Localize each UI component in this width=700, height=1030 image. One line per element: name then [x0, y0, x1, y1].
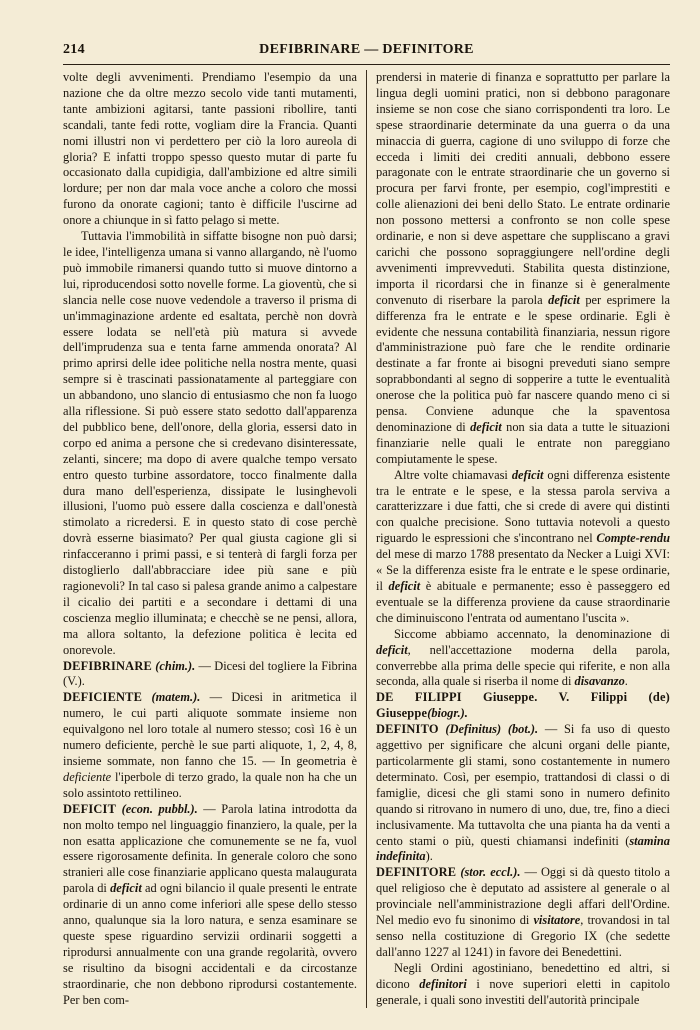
- entry-text: — Dicesi del togliere la Fibrina (V.).: [63, 658, 357, 689]
- entry-text: — Oggi si dà questo titolo a quel religioso che è deputato ad assistere al generale o al provinciale nell'amministrazione degli affari dell'Ordine. Nel medio evo fu sinonimo di: [376, 865, 670, 928]
- right-column: [376, 70, 670, 1008]
- italic-term: stamina indefinita: [376, 833, 670, 864]
- text-run: del mese di marzo 1788 presentato da Necker a Luigi XVI: « Se la differenza esiste fra le entrate e le spese ordinarie, il: [376, 547, 670, 593]
- entry-domain: (stor. eccl.).: [460, 865, 521, 880]
- entry-domain: (biogr.).: [427, 706, 468, 721]
- entry-definito: [376, 722, 670, 865]
- italic-term: deficiente: [63, 769, 112, 784]
- paragraph: [376, 961, 670, 1009]
- entry-headword: DEFICIENTE: [63, 690, 143, 705]
- entry-text: ad ogni bilancio il quale presenti le entrate ordinarie di un anno come inferiori alle spese dello stesso anno, qualunque sia la loro natura, e senza esaminare se queste spese riguardino servizii ordinarii soggetti a riprodursi annualmente con una grande regolarità, ovvero se risultino da bisogni accidentali e da circostanze straordinarie, che non debbono riprodursi costantemente. Per ben com-: [63, 881, 357, 1007]
- text-run: è abituale e permanente; esso è passeggero ed eventuale se la differenza proviene da cause straordinarie che diminuiscono l'entrata od aumentano l'uscita ».: [376, 579, 670, 625]
- text-run: ogni differenza esistente tra le entrate e le spese, e la stessa parola serviva a caratterizzare i due fatti, che si crede di avere qui distinti con qualche precisione. Sono tuttavia notevoli a questo riguardo le espressioni che s'incontrano nel: [376, 467, 670, 546]
- entry-headword: DEFICIT: [63, 801, 117, 816]
- paragraph: [376, 468, 670, 627]
- italic-term: deficit: [511, 467, 544, 482]
- text-run: Negli Ordini agostiniano, benedettino ed altri, si dicono: [376, 960, 670, 991]
- entry-headword: DEFINITORE: [376, 865, 457, 880]
- italic-term: definitori: [419, 976, 467, 991]
- left-column: [63, 70, 357, 1008]
- paragraph: volte degli avvenimenti. Prendiamo l'esempio da una nazione che da oltre mezzo secolo vide tanti mutamenti, tante ambizioni agitarsi, tante passioni ribollire, tanti scandali, tante fedi rotte, vogliam dire la Francia. Quanti nomi illustri non vi perdettero per ciò la loro aureola di gloria? E infatti troppo spesso questo mutar di parte fu occasionato dalla cupidigia, dall'ambizione ed altre simili lordure; per non dar mala voce anche a coloro che mossi furono da onorate cagioni; tanto è difficile l'uscirne ad onore a chiunque in sì fatto pelago si mette.: [63, 70, 357, 228]
- entry-headword: DE FILIPPI Giuseppe. V. Filippi (de) Giuseppe: [376, 690, 670, 721]
- text-run: Siccome abbiamo accennato, la denominazione di: [394, 626, 670, 641]
- text-run: .: [624, 674, 628, 689]
- entry-text: ).: [425, 849, 433, 864]
- text-run: per esprimere la differenza fra le entrate e le spese ordinarie. Egli è evidente che nessuna contabilità finanziaria, nessun rigore d'amministrazione può fare che le rendite ordinarie destinate a far fronte ai bisogni preveduti siano sempre soprabbondanti al segno di sopperire a tutte le eventualità onerose che la politica può far nascere quando meno ci si pensa. Conviene adunque che la spaventosa denominazione di: [376, 292, 670, 434]
- text-run: non sia data a tutte le situazioni finanziarie nelle quali le entrate non pareggiano compiutamente le spese.: [376, 419, 671, 466]
- entry-text: — Parola latina introdotta da non molto tempo nel linguaggio finanziero, la quale, per la non esatta applicazione che comunemente se ne fa, vuol essere rigorosamente definita. In generale coloro che sono stranieri alle cose finanziarie applicano questa malaugurata parola di: [63, 801, 357, 896]
- italic-term: visitatore: [533, 913, 581, 928]
- text-run: i nove superiori eletti in capitolo generale, i quali sono investiti dell'autorità principale: [376, 976, 670, 1007]
- entry-domain: (chim.).: [155, 658, 196, 673]
- entry-text: — Dicesi in aritmetica il numero, le cui parti aliquote sommate insieme non equivalgono nel loro totale al numero stesso; così 16 è un numero deficiente, perchè le sue parti aliquote, 1, 2, 4, 8, insieme sommate, non fanno che 15. — In geometria è: [63, 690, 357, 768]
- text-run: , nell'accettazione moderna della parola, converrebbe alla prima delle specie qui riferite, e non alla seconda, alla quale si riserba il nome di: [376, 642, 670, 689]
- page-number: 214: [63, 42, 85, 57]
- italic-term: deficit: [548, 292, 580, 307]
- italic-term: deficit: [470, 419, 502, 434]
- entry-text: — Si fa uso di questo aggettivo per significare che alcuni organi delle piante, particolarmente gli stami, sono costantemente in numero determinato. Così, per esempio, trattandosi di classi o di famiglie, dicesi che gli stami sono in numero definito quando si ritrovano in numero di uno, due, tre, fino a dieci inclusivamente. Ma tuttavolta che una pianta ha da venti a cento stami o più, questi chiamansi indefiniti (: [376, 722, 670, 848]
- paragraph: [376, 70, 670, 468]
- italic-term: deficit: [388, 579, 421, 593]
- italic-term: deficit: [110, 881, 142, 896]
- running-title: DEFIBRINARE — DEFINITORE: [259, 42, 474, 57]
- entry-headword: DEFIBRINARE: [63, 658, 152, 673]
- italic-term: deficit: [376, 642, 408, 657]
- entry-domain: (econ. pubbl.).: [121, 801, 198, 816]
- text-columns: [63, 70, 670, 1008]
- page-header: [63, 40, 670, 62]
- entry-deficiente: [63, 690, 357, 801]
- text-run: prendersi in materie di finanza e soprattutto per parlare la lingua degli uomini pratici, non si debbono paragonare insieme se non cose che siano corrispondenti tra loro. Le spese straordinarie determinate da una guerra o da una minaccia di guerra, cagione di uno sviluppo di forze che ecceda i limiti dei crediti annuali, debbono essere paragonate con le entrate straordinarie che un governo si procura per farvi fronte, per esempio, cogl'imprestiti e colle alienazioni dei beni dello Stato. Le entrate ordinarie non possono mettersi a confronto se non colle spese ordinarie, e non si deve aspettare che suppliscano a gravi carichi che possono sopraggiungere nell'ordine degli avvenimenti imprevveduti. Stabilita questa distinzione, importa il ricordarsi che in finanze si è generalmente convenuto di riserbare la parola: [376, 70, 670, 307]
- italic-term: disavanzo: [574, 674, 625, 689]
- header-rule: [63, 64, 670, 65]
- text-run: Altre volte chiamavasi: [394, 467, 512, 482]
- entry-latin: (Definitus): [445, 722, 502, 737]
- entry-domain: (bot.).: [507, 722, 539, 737]
- entry-deficit: [63, 802, 357, 1009]
- paragraph: [376, 627, 670, 691]
- column-divider: [366, 70, 367, 1008]
- italic-term: Compte-rendu: [596, 531, 670, 546]
- entry-headword: DEFINITO: [376, 722, 439, 737]
- paragraph: Tuttavia l'immobilità in siffatte bisogne non può darsi; le idee, l'intelligenza umana si vanno allargando, nè l'uomo può immobile rimanersi quando tutto si muove dintorno a lui, riproducendosi sotto novelle forme. La gioventù, che si slancia nelle cose nuove vedendole a traverso il prisma di un'immaginazione ardente ed esaltata, perchè non dovrà essere lodata se nell'età più matura si avvede dell'imprudenza sua e tenta farne ammenda onorata? Al primo aprirsi delle idee politiche nella nostra mente, quasi sempre si è trascinati passionatamente al parteggiare con un abbandono, uno slancio di entusiasmo che non fa luogo alla riflessione. Si può essere stato sedotto dall'apparenza del pubblico bene, dell'onore, della gloria, essersi dato in corpo ed anima a persone che si credevano disinteressate, zelanti, sincere; ma dopo di avere qualche tempo versato entro questo turbine assordatore, tocco finalmente dalla dura mano dell'esperienza, dissipate le lusinghevoli illusioni, l'uomo può essere dalla coscienza e dall'onestà stimolato a ricredersi. E in questo stato di cose perchè dovrà esserne biasimato? Per qual giusta cagione gli si rinfacceranno i primi passi, e si tenterà di fargli forza per distoglierlo dall'abbracciare idee più sane e più ragionevoli? In tal caso si palesa grande animo a calpestare il cicalio dei partiti e a secondare i dettami di una coscienza meglio illuminata; e checchè se ne pensi, allora, ma allora soltanto, la defezione politica è lecita ed onorevole.: [63, 229, 357, 657]
- entry-text: , trovandosi in tal senso nella costituzione di Gregorio IX (che sedette dall'anno 1227 al 1241) in favore dei Benedettini.: [376, 913, 670, 959]
- entry-de-filippi: [376, 690, 670, 722]
- entry-defibrinare: [63, 659, 357, 691]
- entry-definitore: [376, 865, 670, 960]
- entry-text: l'iperbole di terzo grado, la quale non ha che un solo assintoto rettilineo.: [63, 769, 357, 800]
- entry-domain: (matem.).: [151, 690, 201, 705]
